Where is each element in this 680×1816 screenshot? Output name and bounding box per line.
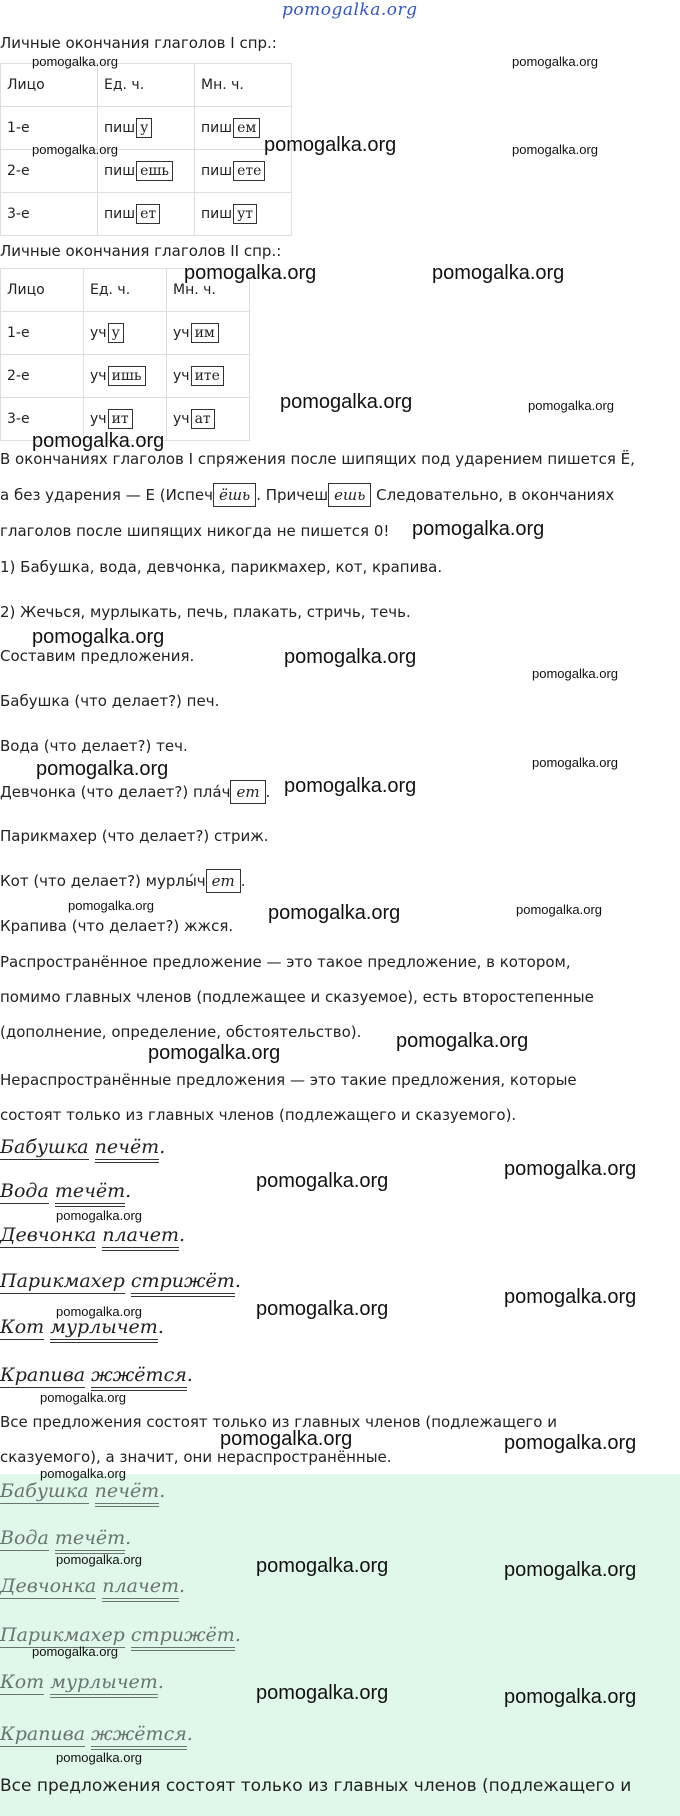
word-list-1: 1) Бабушка, вода, девчонка, парикмахер, кот, крапива. <box>0 558 443 576</box>
subject: Крапива <box>0 1723 86 1745</box>
rule-line-1: В окончаниях глаголов I спряжения после шипящих под ударением пишется Ё, <box>0 450 635 468</box>
person-cell: 1-е <box>1 107 98 150</box>
plural-cell: пиш ем <box>195 107 292 150</box>
sentence: Кот мурлычет. <box>0 1316 164 1338</box>
plural-cell: пиш ут <box>195 193 292 236</box>
ending-box: у <box>136 118 152 138</box>
sentence: Крапива жжётся. <box>0 1364 193 1386</box>
sentence: Вода течёт. <box>0 1527 131 1549</box>
question-line: Девчонка (что делает?) пла́ч ет . <box>0 780 270 804</box>
watermark: pomogalka.org <box>256 1682 389 1704</box>
watermark: pomogalka.org <box>412 518 545 540</box>
watermark: pomogalka.org <box>504 1432 637 1454</box>
subject: Вода <box>0 1527 49 1549</box>
watermark: pomogalka.org <box>512 142 598 157</box>
watermark: pomogalka.org <box>68 898 154 913</box>
predicate: течёт <box>55 1527 125 1554</box>
plural-cell: пиш ете <box>195 150 292 193</box>
header-person: Лицо <box>1 269 84 312</box>
predicate: жжётся <box>91 1723 187 1750</box>
subject: Бабушка <box>0 1136 89 1158</box>
plural-cell: уч ат <box>167 398 250 441</box>
watermark: pomogalka.org <box>40 1390 126 1405</box>
watermark: pomogalka.org <box>532 666 618 681</box>
subject: Кот <box>0 1316 45 1338</box>
watermark: pomogalka.org <box>32 430 165 452</box>
ending-box: ешь <box>328 483 371 507</box>
watermark: pomogalka.org <box>32 1644 118 1659</box>
header-singular: Ед. ч. <box>84 269 167 312</box>
ending-box: ут <box>233 204 257 224</box>
watermark: pomogalka.org <box>504 1286 637 1308</box>
watermark: pomogalka.org <box>280 391 413 413</box>
sentence: Бабушка печёт. <box>0 1480 165 1502</box>
subject: Парикмахер <box>0 1270 125 1292</box>
subject: Крапива <box>0 1364 86 1386</box>
ending-box: ишь <box>108 366 146 386</box>
ending-box: ат <box>191 409 215 429</box>
ending-box: ёшь <box>213 483 256 507</box>
watermark: pomogalka.org <box>528 398 614 413</box>
subject: Бабушка <box>0 1480 89 1502</box>
ending-box: ем <box>233 118 260 138</box>
watermark: pomogalka.org <box>56 1750 142 1765</box>
definition-line: (дополнение, определение, обстоятельство). <box>0 1023 362 1041</box>
header-singular: Ед. ч. <box>98 64 195 107</box>
definition-line: Распространённое предложение — это такое предложение, в котором, <box>0 953 571 971</box>
header-plural: Мн. ч. <box>167 269 250 312</box>
sentence: Парикмахер стрижёт. <box>0 1270 241 1292</box>
watermark: pomogalka.org <box>504 1559 637 1581</box>
singular-cell: уч ит <box>84 398 167 441</box>
watermark: pomogalka.org <box>40 1466 126 1481</box>
ending-box: у <box>108 323 124 343</box>
subject: Девчонка <box>0 1224 97 1246</box>
predicate: печёт <box>95 1136 160 1163</box>
plural-cell: уч им <box>167 312 250 355</box>
person-cell: 1-е <box>1 312 84 355</box>
singular-cell: пиш ешь <box>98 150 195 193</box>
site-logo[interactable]: pomogalka.org <box>282 0 418 20</box>
sentence: Девчонка плачет. <box>0 1224 185 1246</box>
watermark: pomogalka.org <box>56 1552 142 1567</box>
watermark: pomogalka.org <box>184 262 317 284</box>
question-line: Парикмахер (что делает?) стриж. <box>0 827 269 845</box>
predicate: печёт <box>95 1480 160 1507</box>
watermark: pomogalka.org <box>256 1555 389 1577</box>
section2-title: Личные окончания глаголов II спр.: <box>0 242 282 260</box>
sentence: Кот мурлычет. <box>0 1671 164 1693</box>
predicate: стрижёт <box>131 1624 235 1651</box>
singular-cell: пиш у <box>98 107 195 150</box>
definition-line: помимо главных членов (подлежащее и сказуемое), есть второстепенные <box>0 988 594 1006</box>
predicate: мурлычет <box>50 1316 158 1343</box>
subject: Вода <box>0 1180 49 1202</box>
person-cell: 3-е <box>1 193 98 236</box>
watermark: pomogalka.org <box>148 1042 281 1064</box>
table-header-row <box>1 64 292 107</box>
header-plural: Мн. ч. <box>195 64 292 107</box>
predicate: стрижёт <box>131 1270 235 1297</box>
ending-box: ет <box>206 869 241 893</box>
table-row <box>1 312 250 355</box>
watermark: pomogalka.org <box>532 755 618 770</box>
watermark: pomogalka.org <box>268 902 401 924</box>
subject: Кот <box>0 1671 45 1693</box>
plural-cell: уч ите <box>167 355 250 398</box>
watermark: pomogalka.org <box>56 1304 142 1319</box>
predicate: мурлычет <box>50 1671 158 1698</box>
watermark: pomogalka.org <box>396 1030 529 1052</box>
watermark: pomogalka.org <box>284 775 417 797</box>
watermark: pomogalka.org <box>56 1208 142 1223</box>
watermark: pomogalka.org <box>256 1298 389 1320</box>
conjugation-table-2 <box>0 268 250 441</box>
watermark: pomogalka.org <box>264 134 397 156</box>
predicate: плачет <box>102 1575 179 1602</box>
question-line: Вода (что делает?) теч. <box>0 737 188 755</box>
ending-box: им <box>191 323 219 343</box>
watermark: pomogalka.org <box>512 54 598 69</box>
section1-title: Личные окончания глаголов I спр.: <box>0 34 277 52</box>
ending-box: ите <box>191 366 224 386</box>
singular-cell: уч ишь <box>84 355 167 398</box>
singular-cell: пиш ет <box>98 193 195 236</box>
definition-line: состоят только из главных членов (подлежащего и сказуемого). <box>0 1106 517 1124</box>
watermark: pomogalka.org <box>36 758 169 780</box>
sentence: Вода течёт. <box>0 1180 131 1202</box>
watermark: pomogalka.org <box>516 902 602 917</box>
watermark: pomogalka.org <box>432 262 565 284</box>
ending-box: ет <box>230 780 265 804</box>
predicate: плачет <box>102 1224 179 1251</box>
question-line: Бабушка (что делает?) печ. <box>0 692 220 710</box>
subject: Девчонка <box>0 1575 97 1597</box>
rule-line-2: а без ударения — Е (Испеч ёшь . Причеш ешь Следовательно, в окончаниях <box>0 483 614 507</box>
ending-box: ет <box>136 204 160 224</box>
ending-box: ешь <box>136 161 173 181</box>
subject: Парикмахер <box>0 1624 125 1646</box>
watermark: pomogalka.org <box>32 142 118 157</box>
singular-cell: уч у <box>84 312 167 355</box>
person-cell: 2-е <box>1 150 98 193</box>
conclusion-line: Все предложения состоят только из главных членов (подлежащего и <box>0 1413 557 1431</box>
sentence: Крапива жжётся. <box>0 1723 193 1745</box>
question-line: Кот (что делает?) мурлы́ч ет . <box>0 869 246 893</box>
predicate: жжётся <box>91 1364 187 1391</box>
watermark: pomogalka.org <box>32 54 118 69</box>
predicate: течёт <box>55 1180 125 1207</box>
person-cell: 2-е <box>1 355 84 398</box>
conclusion-line: Все предложения состоят только из главных членов (подлежащего и <box>0 1776 632 1796</box>
table-row <box>1 355 250 398</box>
person-cell: 3-е <box>1 398 84 441</box>
watermark: pomogalka.org <box>32 626 165 648</box>
sentence: Девчонка плачет. <box>0 1575 185 1597</box>
watermark: pomogalka.org <box>504 1158 637 1180</box>
compose-heading: Составим предложения. <box>0 647 195 665</box>
conclusion-line: сказуемого), а значит, они нераспространённые. <box>0 1448 392 1466</box>
question-line: Крапива (что делает?) жжся. <box>0 917 234 935</box>
sentence: Бабушка печёт. <box>0 1136 165 1158</box>
watermark: pomogalka.org <box>284 646 417 668</box>
rule-line-3: глаголов после шипящих никогда не пишется 0! <box>0 522 390 540</box>
definition-line: Нераспространённые предложения — это такие предложения, которые <box>0 1071 577 1089</box>
ending-box: ит <box>108 409 133 429</box>
watermark: pomogalka.org <box>504 1686 637 1708</box>
sentence: Парикмахер стрижёт. <box>0 1624 241 1646</box>
header-person: Лицо <box>1 64 98 107</box>
ending-box: ете <box>233 161 265 181</box>
table-row <box>1 193 292 236</box>
watermark: pomogalka.org <box>220 1428 353 1450</box>
watermark: pomogalka.org <box>256 1170 389 1192</box>
word-list-2: 2) Жечься, мурлыкать, печь, плакать, стричь, течь. <box>0 603 411 621</box>
